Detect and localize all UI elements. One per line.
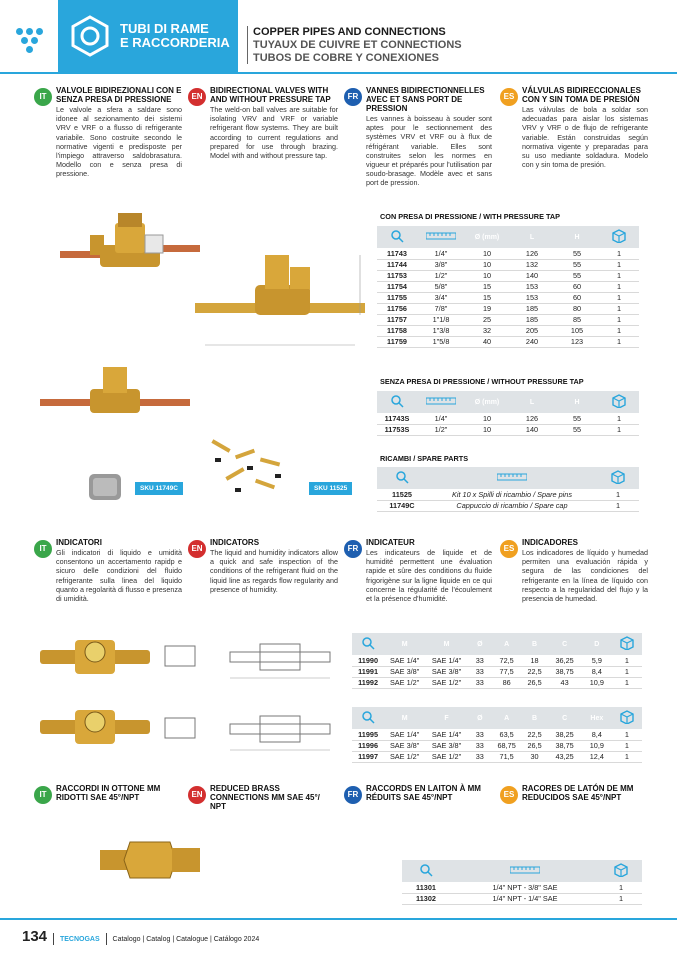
valve-no-tap-image (40, 363, 190, 423)
table-cell: SAE 1/4" (384, 655, 425, 666)
ruler-icon-cell (417, 391, 465, 413)
page-number: 134 (22, 928, 48, 945)
table-row (377, 292, 639, 303)
lang-badge-it: IT (34, 786, 52, 804)
table-row (377, 314, 639, 325)
table-cell: 10 (465, 413, 509, 424)
table-cell: 33 (468, 751, 492, 762)
table-cell: 85 (555, 314, 599, 325)
table-row (352, 677, 642, 688)
box-icon-cell (612, 633, 642, 655)
lang-badge-fr: FR (344, 88, 362, 106)
search-icon-cell (377, 226, 417, 248)
table-row (352, 751, 642, 762)
box-icon-cell (597, 467, 639, 489)
table-row (377, 500, 639, 511)
ball-valve-image (60, 205, 200, 285)
search-icon-cell (377, 391, 417, 413)
lang-badge-en: EN (188, 786, 206, 804)
table-cell: 5,9 (582, 655, 612, 666)
lang-badge-en: EN (188, 540, 206, 558)
table-cell: 126 (509, 413, 555, 424)
table-indicators-mm: M M Ø A B C D 11990 SAE 1/4" SAE 1/4" 33 72,5 18 36,25 5,9 1 11991 SAE 3/8" SAE 3/8" 33 77,5 22,5 38,75 8,4 1 11992 SAE 1/2" SAE 1/2" 33 86 26,5 43 10,9 1 (352, 633, 642, 689)
table-cell: 10 (465, 270, 509, 281)
box-icon-cell (599, 391, 639, 413)
lang-badge-it: IT (34, 88, 52, 106)
table-cell: 38,75 (547, 666, 581, 677)
table-cell: 1 (612, 655, 642, 666)
table-cell: SAE 1/4" (384, 729, 425, 740)
table-cell: 1 (599, 248, 639, 259)
table1-title: CON PRESA DI PRESSIONE / WITH PRESSURE TAP (380, 212, 561, 221)
table-cell: 185 (509, 314, 555, 325)
table-cell: 86 (492, 677, 522, 688)
table-cell: 11992 (352, 677, 384, 688)
table-cell: 22,5 (522, 729, 548, 740)
table-cell: 7/8" (417, 303, 465, 314)
table-cell: 55 (555, 270, 599, 281)
table-spare-parts (377, 467, 639, 512)
table-cell: 205 (509, 325, 555, 336)
table-cell: 11301 (402, 882, 450, 893)
table-row (352, 740, 642, 751)
lang-badge-fr: FR (344, 540, 362, 558)
lang-badge-it: IT (34, 540, 52, 558)
table-without-pressure-tap: Ø (mm) L H 11743S 1/4" 10 126 55 1 11753S 1/2" 10 140 55 1 (377, 391, 639, 436)
page-header (0, 0, 677, 72)
table-cell: SAE 1/2" (425, 677, 468, 688)
table-cell: 10 (465, 259, 509, 270)
spare-pins-image (205, 438, 305, 500)
table-cell: 123 (555, 336, 599, 347)
table-cell: 55 (555, 413, 599, 424)
table-cell: 10,9 (582, 740, 612, 751)
table-cell: 11302 (402, 893, 450, 904)
table-row (402, 882, 642, 893)
table-cell: 10 (465, 424, 509, 435)
table-cell: 1 (599, 424, 639, 435)
lang-badge-es: ES (500, 786, 518, 804)
table-cell: 1 (599, 303, 639, 314)
table-cell: 1 (599, 259, 639, 270)
search-icon-cell (377, 467, 427, 489)
table-cell: 11749C (377, 500, 427, 511)
table-cell: 18 (522, 655, 548, 666)
table-cell: 71,5 (492, 751, 522, 762)
table-cell: 11759 (377, 336, 417, 347)
page-footer (22, 928, 259, 945)
table-cell: 1 (599, 281, 639, 292)
table-cell: 12,4 (582, 751, 612, 762)
table-row (377, 413, 639, 424)
table-row (402, 893, 642, 904)
table-row (377, 325, 639, 336)
table-cell: 15 (465, 281, 509, 292)
table-row (377, 424, 639, 435)
section-title-box (58, 0, 238, 72)
table-row (352, 729, 642, 740)
table-cell: 1 (599, 325, 639, 336)
table-cell: 38,75 (547, 740, 581, 751)
table-cell: 1/4" (417, 248, 465, 259)
table-cell: 43,25 (547, 751, 581, 762)
table-cell: 153 (509, 281, 555, 292)
brand-dots-icon (14, 22, 48, 56)
reducers-es: ES RACORES DE LATÓN DE MM REDUCIDOS SAE 45°/NPT (500, 784, 650, 802)
table-cell: 153 (509, 292, 555, 303)
table-cell: 11743S (377, 413, 417, 424)
indicators-en: EN INDICATORS The liquid and humidity indicators allow a quick and safe inspection of the conditions of the refrigerant fluid on the liquid line as regards flow regularity and presence of humidity. (188, 538, 338, 594)
table-row (377, 336, 639, 347)
table3-title: RICAMBI / SPARE PARTS (380, 454, 469, 463)
table-cell: SAE 3/8" (384, 666, 425, 677)
table-cell: 11754 (377, 281, 417, 292)
table-row (377, 259, 639, 270)
table-cell: 55 (555, 259, 599, 270)
catalog-label: Catalogo | Catalog | Catalogue | Catálogo 2024 (112, 936, 260, 943)
table-cell: 5/8" (417, 281, 465, 292)
valves-es: ES VÁLVULAS BIDIRECCIONALES CON Y SIN TOMA DE PRESIÓN Las válvulas de bola a soldar son adecuadas para aislar los sistemas VRV y VRF o de flujo de refrigerante variable. Están construidas según normativa vigente y preparadas para su uso mediante soldadura. Modelo con y sin toma de presión. (500, 86, 648, 169)
table-cell: 11996 (352, 740, 384, 751)
table-cell: 105 (555, 325, 599, 336)
table-cell: 80 (555, 303, 599, 314)
table-cell: 3/4" (417, 292, 465, 303)
search-icon-cell (352, 633, 384, 655)
search-icon-cell (352, 707, 384, 729)
table-cell: 1/4" NPT - 1/4" SAE (450, 893, 600, 904)
table-cell: 1 (599, 336, 639, 347)
table-row (377, 270, 639, 281)
table-cell: 1/4" NPT - 3/8" SAE (450, 882, 600, 893)
table-row (377, 303, 639, 314)
table-cell: 30 (522, 751, 548, 762)
ruler-icon-cell (427, 467, 597, 489)
table-cell: 33 (468, 740, 492, 751)
table-cell: 36,25 (547, 655, 581, 666)
table-cell: 1 (597, 500, 639, 511)
table-row (377, 281, 639, 292)
table-cell: 22,5 (522, 666, 548, 677)
sight-glass-drawing-2 (160, 706, 340, 756)
table-row (352, 666, 642, 677)
table-cell: 19 (465, 303, 509, 314)
table-cell: 33 (468, 655, 492, 666)
table-cell: 1"5/8 (417, 336, 465, 347)
table-cell: 11991 (352, 666, 384, 677)
table-cell: 33 (468, 666, 492, 677)
table-cell: 11995 (352, 729, 384, 740)
lang-badge-fr: FR (344, 786, 362, 804)
sku-label-11525: SKU 11525 (309, 482, 352, 495)
table-cell: 63,5 (492, 729, 522, 740)
indicators-fr: FR INDICATEUR Les indicateurs de liquide et de humidité permettent une évaluation rapide et sûre des conditions du fluide frigorigène sur la ligne liquide en ce qui concerne la régularité de l'écoulement et la présence d'humidité. (344, 538, 492, 603)
table-cell: Cappuccio di ricambio / Spare cap (427, 500, 597, 511)
table-cell: 77,5 (492, 666, 522, 677)
table-cell: 1"3/8 (417, 325, 465, 336)
lang-badge-es: ES (500, 540, 518, 558)
table-cell: 55 (555, 424, 599, 435)
table-cell: 60 (555, 281, 599, 292)
table-cell: SAE 1/2" (425, 751, 468, 762)
table-cell: 38,25 (547, 729, 581, 740)
valves-en: EN BIDIRECTIONAL VALVES WITH AND WITHOUT PRESSURE TAP The weld-on ball valves are suitable for isolating VRV and VRF or variable refrigerant flow systems. They are built according to current regulations and prepared for use through brazing. Model with and without pressure tap. (188, 86, 338, 160)
table-cell: 140 (509, 424, 555, 435)
brass-reducer-image (100, 830, 200, 890)
valve-drawing-image (195, 245, 365, 360)
table-cell: 1/2" (417, 424, 465, 435)
table-row (377, 489, 639, 500)
section-subtitle: COPPER PIPES AND CONNECTIONS TUYAUX DE CUIVRE ET CONNECTIONS TUBOS DE COBRE Y CONEXIONES (253, 26, 462, 64)
table-cell: 55 (555, 248, 599, 259)
table-cell: 8,4 (582, 666, 612, 677)
table-cell: 1 (612, 740, 642, 751)
valves-fr: FR VANNES BIDIRECTIONNELLES AVEC ET SANS PORT DE PRESSION Les vannes à boisseau à souder sont aptes pour le sectionnement des systèmes VRV et VRF ou à flux de réfrigérant variable. Elles sont construites selon les normes en vigueur et préparés pour l'utilisation par soudo-brasage. Modèle avec et sans port de pression. (344, 86, 492, 188)
table-cell: 1 (599, 292, 639, 303)
table-cell: 1 (612, 751, 642, 762)
table-cell: 1 (600, 882, 642, 893)
table-cell: 43 (547, 677, 581, 688)
table-cell: 1 (599, 270, 639, 281)
table-cell: 15 (465, 292, 509, 303)
table-cell: 26,5 (522, 740, 548, 751)
table-reducers (402, 860, 642, 905)
table-cell: Kit 10 x Spilli di ricambio / Spare pins (427, 489, 597, 500)
table-cell: 1 (599, 413, 639, 424)
table-cell: SAE 3/8" (425, 666, 468, 677)
table-cell: 68,75 (492, 740, 522, 751)
table-cell: 8,4 (582, 729, 612, 740)
ruler-icon-cell (450, 860, 600, 882)
table-cell: 1/2" (417, 270, 465, 281)
box-icon-cell (600, 860, 642, 882)
reducers-it: IT RACCORDI IN OTTONE MM RIDOTTI SAE 45°/NPT (34, 784, 182, 802)
table-cell: 11997 (352, 751, 384, 762)
table-cell: SAE 3/8" (384, 740, 425, 751)
table-row (377, 248, 639, 259)
ruler-icon-cell (417, 226, 465, 248)
table-cell: 40 (465, 336, 509, 347)
reducers-fr: FR RACCORDS EN LAITON À MM RÉDUITS SAE 45°/NPT (344, 784, 494, 802)
spare-cap-image (85, 470, 125, 504)
table-cell: 1 (600, 893, 642, 904)
sight-glass-drawing-1 (160, 634, 340, 684)
box-icon-cell (599, 226, 639, 248)
table-cell: 126 (509, 248, 555, 259)
table-cell: 11757 (377, 314, 417, 325)
table-cell: 26,5 (522, 677, 548, 688)
table-cell: 1 (599, 314, 639, 325)
table-indicators-mf: M F Ø A B C Hex 11995 SAE 1/4" SAE 1/4" 33 63,5 22,5 38,25 8,4 1 11996 SAE 3/8" SAE 3/8" 33 68,75 26,5 38,75 10,9 1 11997 SAE 1/2" SAE 1/2" 33 71,5 30 43,25 12,4 1 (352, 707, 642, 763)
table-cell: 72,5 (492, 655, 522, 666)
hex-nut-icon (68, 14, 112, 58)
search-icon-cell (402, 860, 450, 882)
table-cell: 10 (465, 248, 509, 259)
table2-title: SENZA PRESA DI PRESSIONE / WITHOUT PRESSURE TAP (380, 377, 584, 386)
table-cell: 25 (465, 314, 509, 325)
table-cell: SAE 3/8" (425, 740, 468, 751)
table-cell: 1 (612, 666, 642, 677)
table-cell: SAE 1/4" (425, 655, 468, 666)
valves-it: IT VALVOLE BIDIREZIONALI CON E SENZA PRESA DI PRESSIONE Le valvole a sfera a saldare sono idonee al sezionamento dei sistemi VRV e VRF o a flusso di refrigerante variabile. Sono costruite secondo le normative vigenti e predisposte per l'impiego attraverso saldobrasatura. Modello con e senza presa di pressione. (34, 86, 182, 179)
sku-label-11749c: SKU 11749C (135, 482, 183, 495)
table-row (352, 655, 642, 666)
table-cell: SAE 1/2" (384, 751, 425, 762)
sight-glass-image-2 (40, 702, 150, 752)
table-cell: 1"1/8 (417, 314, 465, 325)
table-cell: 32 (465, 325, 509, 336)
table-cell: 33 (468, 677, 492, 688)
table-cell: 11753 (377, 270, 417, 281)
lang-badge-en: EN (188, 88, 206, 106)
table-with-pressure-tap: Ø (mm) L H 11743 1/4" 10 126 55 1 11744 3/8" 10 132 55 1 11753 1/2" 10 140 55 1 11754 5/8" 15 153 60 1 11755 3/4" 15 153 60 1 11756 7/8" 19 185 80 1 11757 1"1/8 25 185 85 1 11758 1"3/8 32 205 105 1 11759 1"5/8 40 240 123 1 (377, 226, 639, 348)
table-cell: 11743 (377, 248, 417, 259)
table-cell: 60 (555, 292, 599, 303)
table-cell: 11755 (377, 292, 417, 303)
table-cell: 11744 (377, 259, 417, 270)
table-cell: 11990 (352, 655, 384, 666)
table-cell: 3/8" (417, 259, 465, 270)
table-cell: 240 (509, 336, 555, 347)
section-title: TUBI DI RAME E RACCORDERIA (120, 21, 230, 50)
indicators-it: IT INDICATORI Gli indicatori di liquido e umidità consentono un accertamento rapidp e sicuro delle condizioni del fluido refrigerante sulla linea del liquido quanto a regolarità di flusso e presenza di umidità. (34, 538, 182, 603)
table-cell: 1/4" (417, 413, 465, 424)
sight-glass-image-1 (40, 632, 150, 682)
table-cell: 1 (612, 729, 642, 740)
table-cell: 11758 (377, 325, 417, 336)
table-cell: 1 (597, 489, 639, 500)
indicators-es: ES INDICADORES Los indicadores de líquido y humedad permiten una evaluación rápida y segura de las condiciones del refrigerante en la línea de líquido con respecto a la regularidad del flujo y la presencia de humedad. (500, 538, 648, 603)
table-cell: 10,9 (582, 677, 612, 688)
table-cell: SAE 1/4" (425, 729, 468, 740)
table-cell: SAE 1/2" (384, 677, 425, 688)
reducers-en: EN REDUCED BRASS CONNECTIONS MM SAE 45°/ NPT (188, 784, 338, 811)
table-cell: 33 (468, 729, 492, 740)
table-cell: 11525 (377, 489, 427, 500)
table-cell: 185 (509, 303, 555, 314)
box-icon-cell (612, 707, 642, 729)
table-cell: 132 (509, 259, 555, 270)
brand-name: TECNOGAS (59, 936, 100, 943)
table-cell: 11756 (377, 303, 417, 314)
table-cell: 140 (509, 270, 555, 281)
table-cell: 1 (612, 677, 642, 688)
lang-badge-es: ES (500, 88, 518, 106)
table-cell: 11753S (377, 424, 417, 435)
